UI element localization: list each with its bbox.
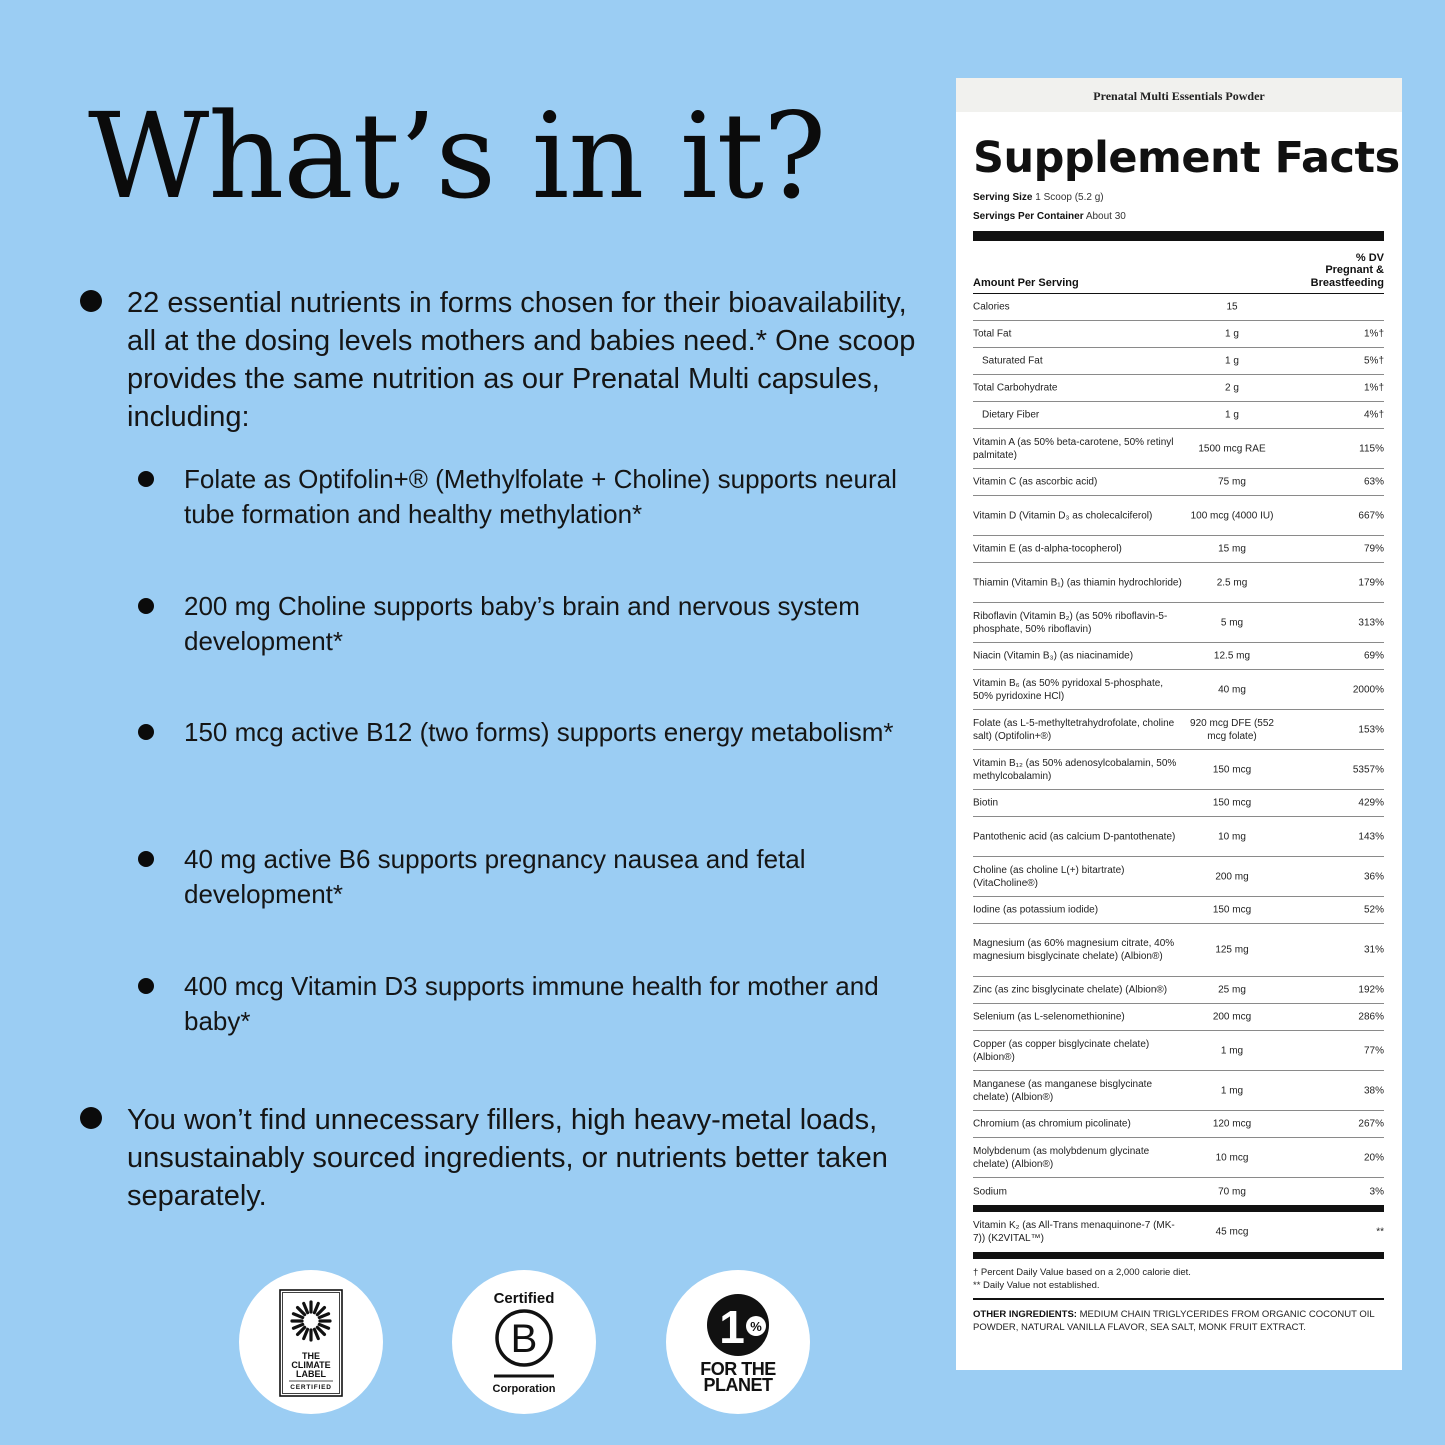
table-row xyxy=(973,536,1384,563)
table-row xyxy=(973,643,1384,670)
nutrient-amount: 10 mg xyxy=(1218,831,1246,842)
climate-label-badge xyxy=(239,1270,383,1414)
nutrient-amount: 1 g xyxy=(1225,355,1239,367)
nutrient-name: Vitamin E (as d-alpha-tocopherol) xyxy=(973,543,1122,555)
climate-label-logo xyxy=(239,1270,383,1414)
column-header xyxy=(973,241,1384,293)
nutrient-amount: 5 mg xyxy=(1220,617,1244,628)
table-row xyxy=(973,670,1384,710)
serving-size-value: 1 Scoop (5.2 g) xyxy=(1035,192,1104,203)
nutrient-dv: 1%† xyxy=(1363,382,1384,394)
nutrient-name: Folate (as L-5-methyltetrahydrofolate, choline salt) (Optifolin+®) xyxy=(973,717,1175,742)
nutrient-dv: 192% xyxy=(1358,984,1384,996)
table-row xyxy=(973,1212,1384,1252)
nutrient-amount: 150 mcg xyxy=(1212,904,1252,916)
table-row xyxy=(973,897,1384,924)
nutrient-amount: 1 g xyxy=(1225,328,1239,340)
nutrient-dv: 38% xyxy=(1363,1085,1384,1096)
dv-header xyxy=(1311,252,1384,290)
supplement-facts xyxy=(973,112,1400,1334)
sub-bullet-item xyxy=(138,842,928,912)
bullet-text: You won’t find unnecessary fillers, high heavy-metal loads, unsustainably sourced ingredients, or nutrients better taken separately. xyxy=(127,1104,888,1212)
nutrient-dv: 2000% xyxy=(1352,684,1384,695)
nutrient-dv: 115% xyxy=(1359,443,1384,454)
nutrient-dv: 5357% xyxy=(1352,764,1384,775)
nutrient-dv: 153% xyxy=(1358,724,1384,735)
nutrient-dv: 36% xyxy=(1363,871,1384,882)
nutrient-table xyxy=(973,293,1384,1205)
nutrient-dv: ** xyxy=(1376,1226,1384,1238)
nutrient-name: Biotin xyxy=(973,797,999,809)
sub-bullet-item xyxy=(138,715,928,750)
table-row xyxy=(973,603,1384,643)
climate-text-2: CLIMATE xyxy=(291,1360,331,1370)
nutrient-dv: 179% xyxy=(1358,577,1384,588)
table-row xyxy=(973,375,1384,402)
nutrient-amount: 200 mg xyxy=(1215,871,1249,882)
nutrient-name: Molybdenum (as molybdenum glycinate chelate) (Albion®) xyxy=(973,1145,1150,1170)
serving-size-label: Serving Size xyxy=(973,192,1033,203)
nutrient-name: Vitamin A (as 50% beta-carotene, 50% retinyl palmitate) xyxy=(973,436,1174,461)
b-corp-badge xyxy=(452,1270,596,1414)
headline: What’s in it? xyxy=(88,87,826,225)
nutrient-name: Vitamin B₆ (as 50% pyridoxal 5-phosphate, 50% pyridoxine HCl) xyxy=(973,677,1164,702)
nutrient-amount: 920 mcg DFE (552 mcg folate) xyxy=(1190,717,1274,742)
bcorp-corporation-text: Corporation xyxy=(492,1383,556,1395)
divider-rule xyxy=(973,1298,1384,1300)
for-the-text: FOR THE xyxy=(700,1359,776,1379)
table-row xyxy=(973,1178,1384,1205)
nutrient-amount: 150 mcg xyxy=(1212,797,1252,809)
table-row xyxy=(973,857,1384,897)
nutrient-amount: 15 xyxy=(1226,301,1238,313)
nutrient-name: Total Carbohydrate xyxy=(973,382,1058,394)
table-row xyxy=(973,710,1384,750)
sub-bullet-text: 200 mg Choline supports baby’s brain and nervous system development* xyxy=(184,591,860,656)
product-name: Prenatal Multi Essentials Powder xyxy=(956,78,1402,112)
sub-bullet-text: 40 mg active B6 supports pregnancy nausea and fetal development* xyxy=(184,844,806,909)
nutrient-name: Niacin (Vitamin B₃) (as niacinamide) xyxy=(973,650,1134,662)
nutrient-amount: 200 mcg xyxy=(1212,1011,1252,1023)
nutrient-amount: 150 mcg xyxy=(1212,764,1252,775)
nutrient-dv: 4%† xyxy=(1363,409,1384,421)
dv-header-line: Breastfeeding xyxy=(1310,276,1384,289)
divider-bar xyxy=(973,1205,1384,1212)
bullet-item xyxy=(80,1101,920,1215)
nutrient-amount: 1 mg xyxy=(1220,1045,1244,1056)
table-row xyxy=(973,790,1384,817)
bullet-item xyxy=(80,284,920,436)
nutrient-dv: 79% xyxy=(1363,543,1384,555)
supplement-facts-panel xyxy=(956,78,1402,1370)
bullet-dot xyxy=(138,598,154,614)
nutrient-amount: 12.5 mg xyxy=(1213,650,1251,662)
table-row xyxy=(973,469,1384,496)
servings-label: Servings Per Container xyxy=(973,211,1084,222)
nutrient-amount: 1500 mcg RAE xyxy=(1198,443,1266,454)
dv-header-line: Pregnant & xyxy=(1325,264,1384,276)
bullet-text: 22 essential nutrients in forms chosen for their bioavailability, all at the dosing levels mothers and babies need.* One scoop provides the same nutrition as our Prenatal Multi capsules, including: xyxy=(127,287,916,433)
sub-bullet-text: 150 mcg active B12 (two forms) supports energy metabolism* xyxy=(184,717,894,747)
table-row xyxy=(973,294,1384,321)
table-row xyxy=(973,429,1384,469)
table-row xyxy=(973,496,1384,536)
table-row xyxy=(973,1031,1384,1071)
nutrient-dv: 20% xyxy=(1363,1152,1384,1163)
bullet-dot xyxy=(138,471,154,487)
nutrient-dv: 31% xyxy=(1363,944,1384,956)
footnote: † Percent Daily Value based on a 2,000 calorie diet. xyxy=(973,1267,1191,1278)
nutrient-dv: 429% xyxy=(1358,797,1384,809)
bullet-dot xyxy=(138,724,154,740)
table-row xyxy=(973,1004,1384,1031)
one-percent-symbol: % xyxy=(750,1319,762,1334)
nutrient-amount: 2.5 mg xyxy=(1216,577,1248,588)
bcorp-letter: B xyxy=(510,1317,538,1361)
sub-bullet-text: 400 mcg Vitamin D3 supports immune health for mother and baby* xyxy=(184,971,879,1036)
nutrient-name: Manganese (as manganese bisglycinate chelate) (Albion®) xyxy=(973,1078,1152,1103)
nutrient-dv: 77% xyxy=(1363,1045,1384,1056)
nutrient-amount: 15 mg xyxy=(1218,543,1246,555)
climate-text-3: LABEL xyxy=(296,1369,326,1379)
nutrient-dv: 286% xyxy=(1358,1011,1384,1023)
table-row xyxy=(973,1111,1384,1138)
nutrient-dv: 3% xyxy=(1369,1186,1384,1197)
nutrient-dv: 143% xyxy=(1358,831,1384,842)
serving-size xyxy=(973,188,1384,207)
nutrient-name: Zinc (as zinc bisglycinate chelate) (Albion®) xyxy=(973,984,1168,996)
bullet-dot xyxy=(138,978,154,994)
bullet-dot xyxy=(138,851,154,867)
sub-bullet-text: Folate as Optifolin+® (Methylfolate + Choline) supports neural tube formation and healthy methylation* xyxy=(184,464,897,529)
sub-bullet-item xyxy=(138,969,928,1039)
nutrient-name: Vitamin C (as ascorbic acid) xyxy=(973,476,1098,488)
footnote: ** Daily Value not established. xyxy=(973,1280,1100,1291)
nutrient-name: Thiamin (Vitamin B₁) (as thiamin hydrochloride) xyxy=(973,577,1182,588)
nutrient-dv: 5%† xyxy=(1363,355,1384,367)
sub-bullet-item xyxy=(138,462,928,532)
table-row xyxy=(973,348,1384,375)
bcorp-certified-text: Certified xyxy=(493,1290,555,1307)
nutrient-amount: 70 mg xyxy=(1218,1186,1246,1197)
nutrient-name: Pantothenic acid (as calcium D-pantothenate) xyxy=(973,831,1176,842)
nutrient-name: Dietary Fiber xyxy=(982,409,1040,421)
b-corp-logo xyxy=(452,1270,596,1414)
nutrient-name: Calories xyxy=(973,301,1010,313)
bullet-dot xyxy=(80,1107,102,1129)
nutrient-name: Vitamin K₂ (as All-Trans menaquinone-7 (MK-7)) (K2VITAL™) xyxy=(973,1220,1175,1244)
bullet-dot xyxy=(80,290,102,312)
one-percent-logo xyxy=(666,1270,810,1414)
planet-text: PLANET xyxy=(703,1375,773,1395)
nutrient-amount: 120 mcg xyxy=(1212,1118,1252,1130)
nutrient-amount: 1 g xyxy=(1225,409,1239,421)
table-row xyxy=(973,924,1384,977)
nutrient-amount: 10 mcg xyxy=(1215,1152,1249,1163)
servings-per-container xyxy=(973,207,1384,226)
servings-value: About 30 xyxy=(1085,211,1126,222)
nutrient-dv: 667% xyxy=(1358,510,1384,521)
nutrient-name: Iodine (as potassium iodide) xyxy=(973,904,1099,916)
nutrient-name: Saturated Fat xyxy=(982,355,1043,367)
sub-bullet-item xyxy=(138,589,928,659)
dv-header-line: % DV xyxy=(1355,251,1384,264)
table-row xyxy=(973,1138,1384,1178)
nutrient-name: Choline (as choline L(+) bitartrate) (VitaCholine®) xyxy=(973,864,1125,889)
nutrient-dv: 313% xyxy=(1358,617,1384,628)
climate-text-1: THE xyxy=(302,1351,320,1361)
climate-text-4: CERTIFIED xyxy=(290,1384,332,1391)
facts-title: Supplement Facts xyxy=(973,133,1400,183)
nutrient-amount: 40 mg xyxy=(1218,684,1246,695)
nutrient-amount: 45 mcg xyxy=(1215,1226,1249,1238)
other-ingredients-text: MEDIUM CHAIN TRIGLYCERIDES FROM ORGANIC COCONUT OIL POWDER, NATURAL VANILLA FLAVOR, SEA SALT, MONK FRUIT EXTRACT. xyxy=(973,1309,1375,1333)
nutrient-dv: 69% xyxy=(1363,650,1384,662)
nutrient-amount: 25 mg xyxy=(1218,984,1246,996)
nutrient-dv: 52% xyxy=(1363,904,1384,916)
nutrient-amount: 1 mg xyxy=(1220,1085,1244,1096)
nutrient-name: Selenium (as L-selenomethionine) xyxy=(973,1011,1125,1023)
nutrient-amount: 2 g xyxy=(1225,382,1239,394)
nutrient-amount: 125 mg xyxy=(1215,944,1249,956)
nutrient-dv: 63% xyxy=(1363,476,1384,488)
other-ingredients-label: OTHER INGREDIENTS: xyxy=(973,1309,1077,1320)
other-ingredients xyxy=(973,1308,1384,1334)
divider-bar xyxy=(973,1252,1384,1259)
nutrient-name: Vitamin D (Vitamin D₃ as cholecalciferol) xyxy=(973,510,1153,521)
footnotes xyxy=(973,1266,1384,1292)
nutrient-name: Copper (as copper bisglycinate chelate) (Albion®) xyxy=(973,1038,1150,1063)
table-row xyxy=(973,402,1384,429)
nutrient-dv: 267% xyxy=(1358,1118,1384,1130)
nutrient-name: Magnesium (as 60% magnesium citrate, 40% magnesium bisglycinate chelate) (Albion®) xyxy=(973,938,1175,962)
amount-per-serving-header: Amount Per Serving xyxy=(973,277,1079,289)
table-row xyxy=(973,563,1384,603)
table-row xyxy=(973,817,1384,857)
table-row xyxy=(973,1071,1384,1111)
nutrient-name: Vitamin B₁₂ (as 50% adenosylcobalamin, 50% methylcobalamin) xyxy=(973,757,1177,782)
nutrient-amount: 75 mg xyxy=(1218,476,1246,488)
table-row xyxy=(973,977,1384,1004)
nutrient-name: Riboflavin (Vitamin B₂) (as 50% riboflavin-5-phosphate, 50% riboflavin) xyxy=(973,610,1168,635)
nutrient-name: Chromium (as chromium picolinate) xyxy=(973,1118,1131,1130)
divider-bar xyxy=(973,231,1384,241)
one-percent-planet-badge xyxy=(666,1270,810,1414)
nutrient-amount: 100 mcg (4000 IU) xyxy=(1190,510,1274,521)
nutrient-name: Total Fat xyxy=(973,328,1012,340)
nutrient-dv: 1%† xyxy=(1363,328,1384,340)
one-percent-number: 1 xyxy=(719,1301,745,1353)
table-row xyxy=(973,750,1384,790)
nutrient-name: Sodium xyxy=(973,1186,1007,1197)
table-row xyxy=(973,321,1384,348)
